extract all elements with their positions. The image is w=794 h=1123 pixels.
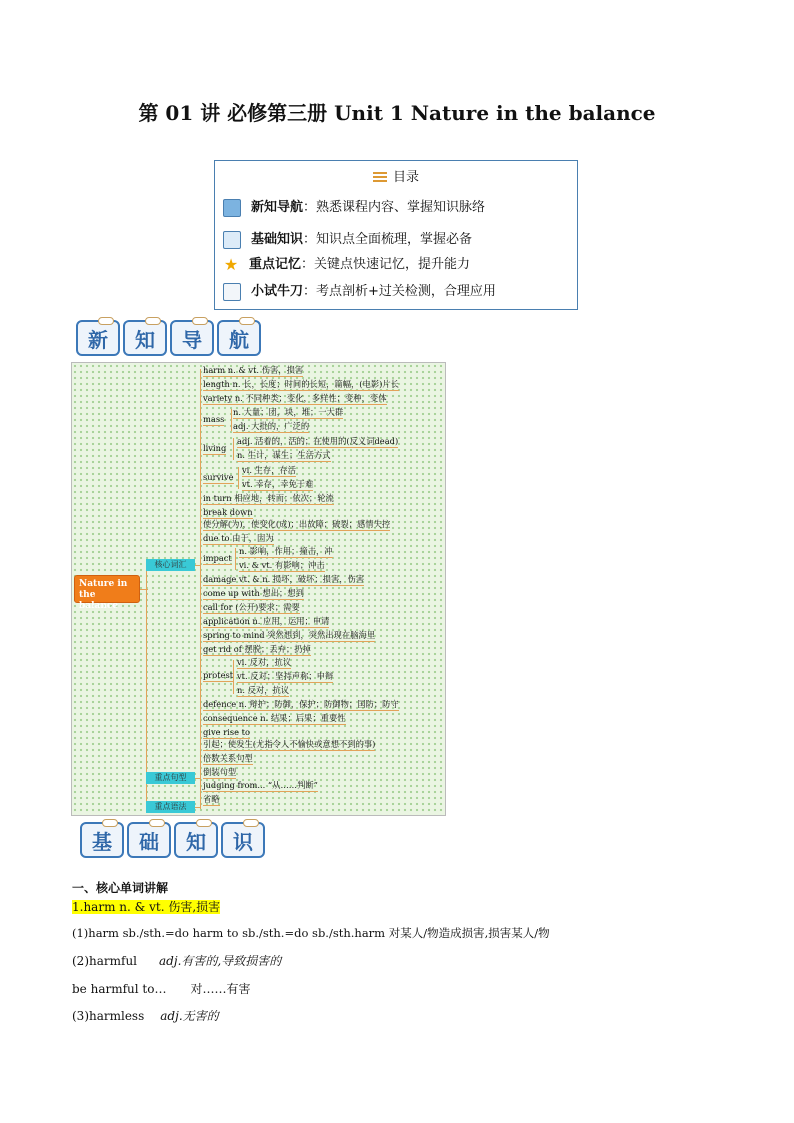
- mindmap-item: come up with 想出；想到: [203, 588, 304, 598]
- entry-heading: 1.harm n. & vt. 伤害,损害: [72, 900, 221, 914]
- mindmap-item: due to 由于，因为: [203, 533, 274, 543]
- entry-line: (2)harmful adj.有害的,导致损害的: [72, 954, 282, 968]
- mindmap-item: application n. 应用，运用；申请: [203, 616, 330, 626]
- mindmap-item: in turn 相应地，转而；依次；轮流: [203, 493, 334, 503]
- mindmap-item: defence n. 辩护；防御，保护；防御物；国防；防守: [203, 699, 399, 709]
- banner-char: 知: [123, 320, 167, 356]
- table-of-contents: [214, 160, 578, 310]
- mindmap-item: vi. 生存，存活: [242, 465, 297, 475]
- map-icon: [223, 199, 241, 217]
- mindmap-item: n. 大量；团，块，堆；一大群: [233, 407, 344, 417]
- banner-char: 识: [221, 822, 265, 858]
- mindmap-item: 倒装句型: [203, 767, 237, 777]
- category-vocabulary: 核心词汇: [146, 559, 195, 571]
- mindmap-item: break down: [203, 507, 253, 517]
- toc-heading: 目录: [392, 170, 419, 185]
- list-icon: [373, 172, 387, 183]
- toc-item-1: 新知导航：熟悉课程内容、掌握知识脉络: [223, 196, 485, 217]
- mindmap-item: give rise to: [203, 727, 250, 737]
- star-icon: ★: [223, 254, 239, 274]
- mindmap-item: get rid of 摆脱；丢弃；扔掉: [203, 644, 311, 654]
- mindmap-item: n. 影响，作用；撞击，冲: [239, 546, 333, 556]
- mindmap-item: living: [203, 443, 227, 453]
- banner-basic-knowledge: [80, 822, 265, 858]
- mindmap-item: call for (公开)要求；需要: [203, 602, 300, 612]
- mindmap-item: survive: [203, 472, 234, 482]
- mindmap-item: spring to mind 突然想到，突然出现在脑海里: [203, 630, 376, 640]
- mindmap-item: n. 反对，抗议: [237, 685, 290, 695]
- mindmap-item: consequence n. 结果；后果；重要性: [203, 713, 346, 723]
- mindmap-item: n. 生计，谋生；生活方式: [237, 450, 331, 460]
- entry-line: (1)harm sb./sth.=do harm to sb./sth.=do sb./sth.harm 对某人/物造成损害,损害某人/物: [72, 926, 550, 940]
- banner-char: 航: [217, 320, 261, 356]
- book-icon: [223, 231, 241, 249]
- mindmap-item: protest: [203, 670, 234, 680]
- mindmap-item: variety n. 不同种类；变化，多样性；变种，变体: [203, 393, 387, 403]
- entry-line: be harmful to… 对……有害: [72, 982, 251, 996]
- banner-char: 新: [76, 320, 120, 356]
- banner-char: 导: [170, 320, 214, 356]
- mindmap-item: 引起；使发生(尤指令人不愉快或意想不到的事): [203, 739, 376, 749]
- mindmap-item: 省略: [203, 794, 220, 804]
- category-sentence: 重点句型: [146, 772, 195, 784]
- mindmap-item: vi. & vt. 有影响；冲击: [239, 560, 325, 570]
- mindmap-item: vt. 反对；坚持声称；申辩: [237, 671, 334, 681]
- banner-char: 础: [127, 822, 171, 858]
- mindmap-item: judging from... “从……判断”: [203, 780, 318, 790]
- mind-map: [71, 362, 446, 816]
- mindmap-item: adj. 大批的，广泛的: [233, 421, 310, 431]
- page-title: 第 01 讲 必修第三册 Unit 1 Nature in the balance: [138, 101, 656, 125]
- mindmap-item: adj. 活着的，活的；在使用的(反义词dead): [237, 436, 399, 446]
- mindmap-item: mass: [203, 414, 225, 424]
- mindmap-item: length n. 长，长度；时间的长短，篇幅，(电影)片长: [203, 379, 399, 389]
- mindmap-item: vi. 反对，抗议: [237, 657, 292, 667]
- banner-new-knowledge: [76, 320, 261, 356]
- mindmap-item: vt. 幸存，幸免于难: [242, 479, 314, 489]
- mindmap-root: Nature in the balance: [74, 575, 140, 603]
- toc-item-4: 小试牛刀：考点剖析+过关检测，合理应用: [223, 280, 496, 301]
- mindmap-item: 使分解(为)，使变化(成)；出故障；破裂；感情失控: [203, 519, 391, 529]
- section-heading: 一、核心单词讲解: [72, 881, 169, 895]
- mindmap-item: damage vt. & n. 损坏，破坏；损害，伤害: [203, 574, 365, 584]
- test-icon: [223, 283, 241, 301]
- mindmap-item: 倍数关系句型: [203, 753, 253, 763]
- mindmap-item: harm n. & vt. 伤害，损害: [203, 365, 304, 375]
- category-grammar: 重点语法: [146, 801, 195, 813]
- entry-line: (3)harmless adj.无害的: [72, 1009, 219, 1023]
- toc-item-2: 基础知识：知识点全面梳理，掌握必备: [223, 228, 472, 249]
- banner-char: 知: [174, 822, 218, 858]
- toc-item-3: ★ 重点记忆：关键点快速记忆，提升能力: [223, 254, 471, 274]
- mindmap-item: impact: [203, 553, 232, 563]
- banner-char: 基: [80, 822, 124, 858]
